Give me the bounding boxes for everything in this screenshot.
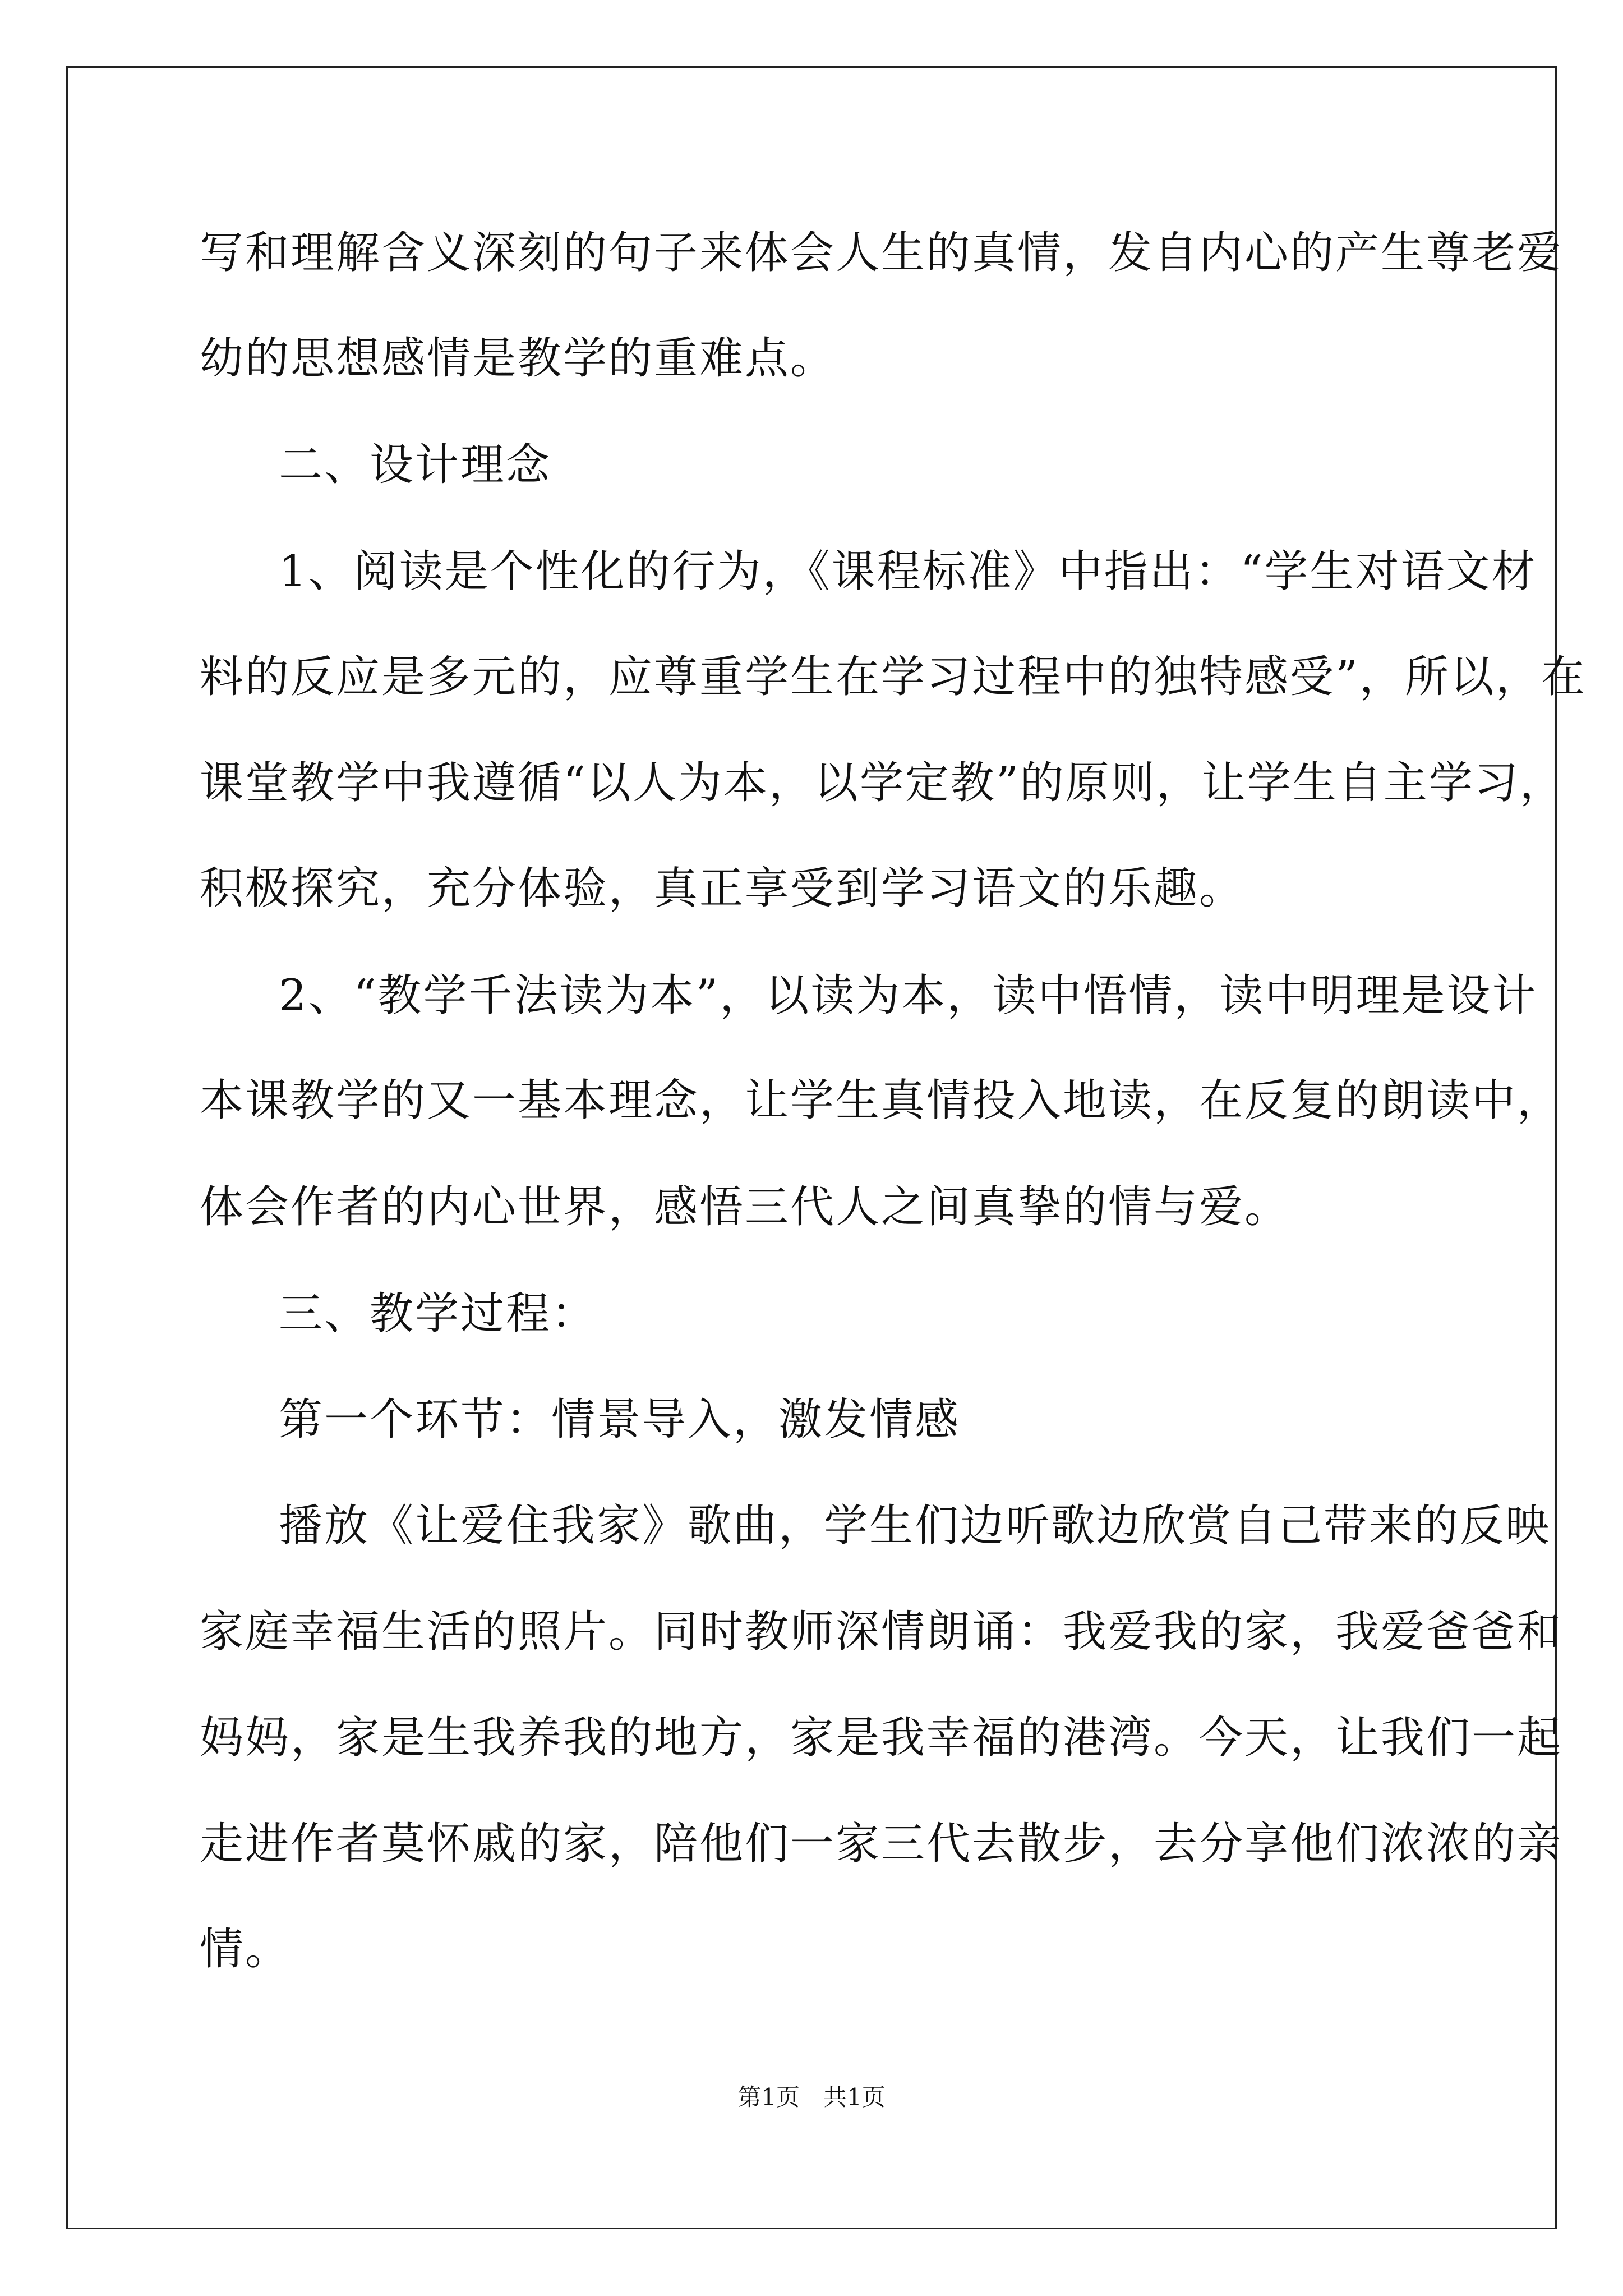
section-heading: 三、教学过程： — [279, 1289, 597, 1339]
section-heading: 二、设计理念 — [279, 440, 552, 490]
page-border — [66, 66, 1587, 2229]
subsection-heading: 第一个环节：情景导入，激发情感 — [279, 1395, 961, 1445]
text-line: 本课教学的又一基本理念，让学生真情投入地读，在反复的朗读中， — [200, 1075, 1563, 1126]
page-footer: 第1页 共1页 — [737, 2083, 886, 2111]
text-line: 2、“教学千法读为本”，以读为本，读中悟情，读中明理是设计 — [279, 970, 1538, 1021]
text-line: 妈妈，家是生我养我的地方，家是我幸福的港湾。今天，让我们一起 — [200, 1713, 1563, 1763]
text-line: 播放《让爱住我家》歌曲，学生们边听歌边欣赏自己带来的反映 — [279, 1501, 1551, 1551]
text-line: 课堂教学中我遵循“以人为本，以学定教”的原则，让学生自主学习， — [200, 758, 1565, 808]
text-line: 写和理解含义深刻的句子来体会人生的真情，发自内心的产生尊老爱 — [200, 228, 1563, 278]
text-line: 1、阅读是个性化的行为，《课程标准》中指出：“学生对语文材 — [279, 546, 1537, 597]
text-line: 情。 — [200, 1924, 291, 1975]
text-line: 幼的思想感情是教学的重难点。 — [200, 333, 836, 384]
text-line: 积极探究，充分体验，真正享受到学习语文的乐趣。 — [200, 863, 1245, 914]
text-line: 家庭幸福生活的照片。同时教师深情朗诵：我爱我的家，我爱爸爸和 — [200, 1607, 1563, 1657]
text-line: 料的反应是多元的，应尊重学生在学习过程中的独特感受”，所以，在 — [200, 652, 1587, 702]
text-line: 走进作者莫怀戚的家，陪他们一家三代去散步，去分享他们浓浓的亲 — [200, 1819, 1563, 1869]
text-line: 体会作者的内心世界，感悟三代人之间真挚的情与爱。 — [200, 1182, 1290, 1232]
